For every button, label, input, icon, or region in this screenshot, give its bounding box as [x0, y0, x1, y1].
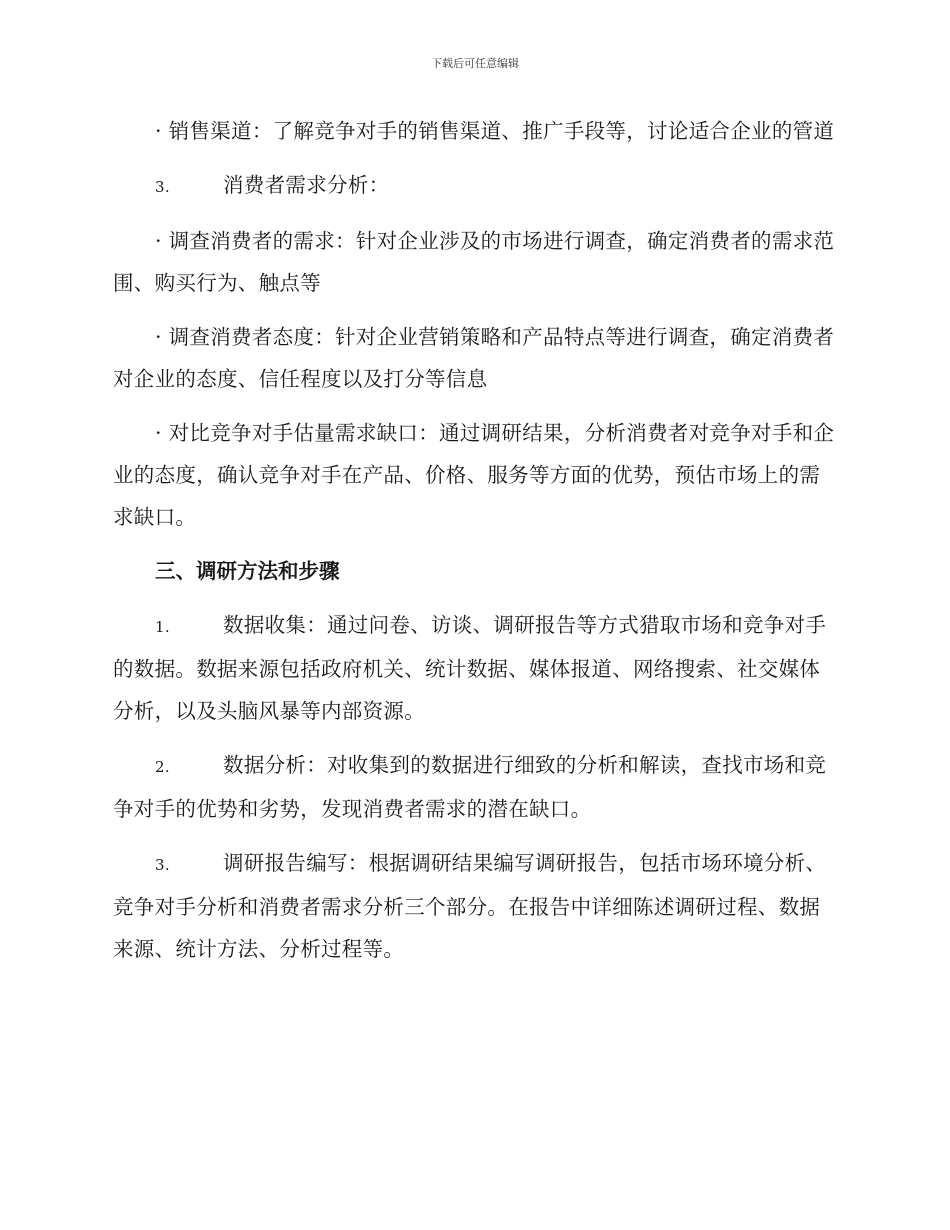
list-item-text: 调研报告编写：根据调研结果编写调研报告，包括市场环境分析、竞争对手分析和消费者需求分析三个部分。在报告中详细陈述调研过程、数据来源、统计方法、分析过程等。 — [113, 851, 827, 961]
list-item-text: 数据分析：对收集到的数据进行细致的分析和解读，查找市场和竞争对手的优势和劣势，发现消费者需求的潜在缺口。 — [113, 753, 827, 821]
list-item-data-analysis — [113, 744, 838, 830]
list-item-text: 消费者需求分析： — [223, 173, 390, 197]
list-number: 3. — [155, 178, 170, 196]
document-body — [113, 110, 838, 982]
list-item-data-collection — [113, 604, 838, 732]
bullet-consumer-needs: · 调查消费者的需求：针对企业涉及的市场进行调查，确定消费者的需求范围、购买行为、触点等 — [113, 229, 835, 295]
page-header: 下载后可任意编辑 — [431, 57, 519, 70]
section-heading: 三、调研方法和步骤 — [155, 559, 340, 583]
list-number: 3. — [155, 856, 170, 874]
list-item-report-writing — [113, 842, 838, 970]
list-number: 2. — [155, 758, 170, 776]
list-number: 1. — [155, 618, 170, 636]
list-item-consumer-demand — [113, 164, 838, 208]
list-item-text: 数据收集：通过问卷、访谈、调研报告等方式猎取市场和竞争对手的数据。数据来源包括政府机关、统计数据、媒体报道、网络搜索、社交媒体分析，以及头脑风暴等内部资源。 — [113, 613, 827, 723]
bullet-demand-gap: · 对比竞争对手估量需求缺口：通过调研结果，分析消费者对竞争对手和企业的态度，确认竞争对手在产品、价格、服务等方面的优势，预估市场上的需求缺口。 — [113, 421, 835, 529]
bullet-sales-channel: · 销售渠道：了解竞争对手的销售渠道、推广手段等，讨论适合企业的管道 — [155, 119, 835, 143]
bullet-consumer-attitude: · 调查消费者态度：针对企业营销策略和产品特点等进行调查，确定消费者对企业的态度、信任程度以及打分等信息 — [113, 325, 835, 391]
